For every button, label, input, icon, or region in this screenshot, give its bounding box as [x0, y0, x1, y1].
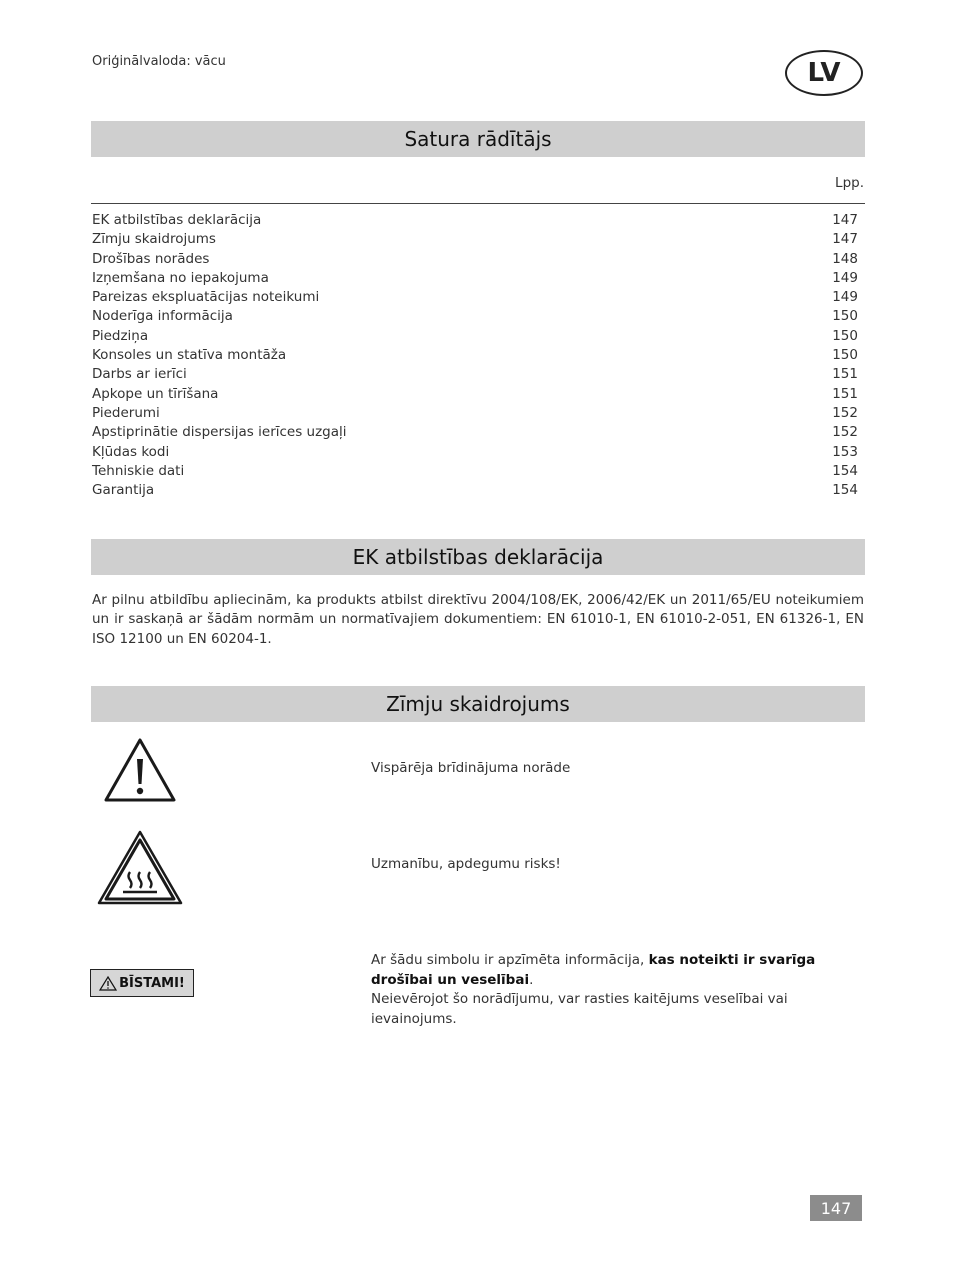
- danger-text-suffix: .: [529, 971, 534, 988]
- burn-warning-text: Uzmanību, apdegumu risks!: [371, 856, 561, 872]
- danger-text-prefix: Ar šādu simbolu ir apzīmēta informācija,: [371, 952, 649, 968]
- danger-text-bold: kas noteikti ir svarīga drošībai un veselībai: [371, 952, 816, 988]
- toc-item-label: Zīmju skaidrojums: [92, 231, 216, 248]
- language-badge: LV: [785, 50, 863, 96]
- toc-divider: [91, 203, 865, 204]
- toc-item-page: 149: [832, 289, 858, 306]
- toc-item-label: Drošības norādes: [92, 250, 210, 267]
- toc-item: [92, 385, 858, 404]
- toc-item: [92, 481, 858, 500]
- toc-item-page: 152: [832, 404, 858, 421]
- original-language-note: Oriģinālvaloda: vācu: [92, 54, 226, 69]
- toc-item-label: Noderīga informācija: [92, 308, 233, 325]
- toc-item-page: 149: [832, 269, 858, 286]
- toc-item-page: 151: [832, 385, 858, 402]
- toc-item: [92, 250, 858, 269]
- toc-item: [92, 346, 858, 365]
- danger-badge: [90, 969, 194, 997]
- toc-item-label: Pareizas ekspluatācijas noteikumi: [92, 289, 320, 306]
- toc-item: [92, 423, 858, 442]
- toc-item-page: 147: [832, 212, 858, 228]
- toc-item-label: Konsoles un statīva montāža: [92, 347, 287, 364]
- toc-item-label: Izņemšana no iepakojuma: [92, 269, 269, 286]
- toc-item-label: Darbs ar ierīci: [92, 366, 187, 383]
- small-warning-icon: [99, 976, 117, 991]
- toc-list: [92, 211, 858, 500]
- toc-title: Satura rādītājs: [91, 121, 865, 157]
- toc-item-page: 150: [832, 308, 858, 325]
- toc-item-label: Garantija: [92, 482, 155, 499]
- toc-item-page: 150: [832, 327, 858, 344]
- declaration-title: EK atbilstības deklarācija: [91, 539, 865, 575]
- toc-item-label: Kļūdas kodi: [92, 443, 170, 460]
- toc-item-label: Tehniskie dati: [92, 462, 185, 479]
- toc-item-label: Piedziņa: [92, 327, 149, 344]
- toc-item: [92, 211, 858, 230]
- toc-item-label: EK atbilstības deklarācija: [92, 212, 262, 228]
- toc-item: [92, 269, 858, 288]
- toc-item-page: 147: [832, 231, 858, 248]
- toc-item: [92, 288, 858, 307]
- page-number: 147: [810, 1195, 862, 1221]
- danger-text: [371, 951, 865, 1029]
- toc-item: [92, 230, 858, 249]
- toc-item-page: 150: [832, 347, 858, 364]
- toc-item-label: Apkope un tīrīšana: [92, 385, 219, 402]
- hot-surface-icon: [97, 830, 183, 906]
- toc-item-page: 151: [832, 366, 858, 383]
- toc-item-page: 153: [832, 443, 858, 460]
- toc-item: [92, 462, 858, 481]
- toc-item-page: 154: [832, 482, 858, 499]
- warning-triangle-icon: [103, 737, 177, 803]
- toc-item: [92, 443, 858, 462]
- declaration-text: Ar pilnu atbildību apliecinām, ka produkts atbilst direktīvu 2004/108/EK, 2006/42/EK un 2011/65/EU noteikumiem un ir saskaņā ar šādām normām un normatīvajiem dokumentiem: EN 61010-1, EN 61010-2-051, EN 61326-1, EN ISO 12100 un EN 60204-1.: [92, 592, 864, 647]
- toc-item-label: Piederumi: [92, 404, 160, 421]
- toc-item: [92, 327, 858, 346]
- general-warning-text: Vispārēja brīdinājuma norāde: [371, 760, 571, 776]
- toc-item-page: 152: [832, 424, 858, 441]
- symbols-title: Zīmju skaidrojums: [91, 686, 865, 722]
- toc-page-label: Lpp.: [835, 175, 864, 191]
- toc-item: [92, 365, 858, 384]
- toc-item-page: 154: [832, 462, 858, 479]
- toc-item-label: Apstiprinātie dispersijas ierīces uzgaļi: [92, 424, 347, 441]
- toc-item: [92, 307, 858, 326]
- toc-item: [92, 404, 858, 423]
- danger-text-line2: Neievērojot šo norādījumu, var rasties kaitējums veselībai vai ievainojums.: [371, 991, 788, 1027]
- toc-item-page: 148: [832, 250, 858, 267]
- danger-badge-label: BĪSTAMI!: [119, 975, 185, 991]
